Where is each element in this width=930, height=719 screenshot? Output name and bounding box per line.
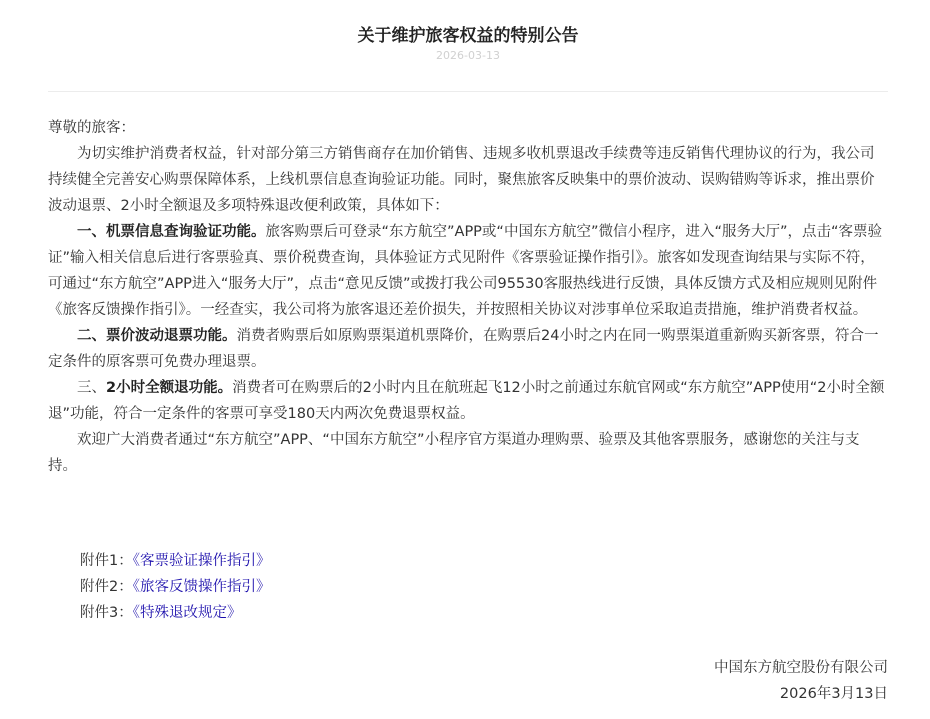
attachment-item — [80, 574, 270, 600]
attachment-link-ticket-verification-guide[interactable]: 《客票验证操作指引》 — [132, 553, 271, 569]
attachment-link-special-refund-rules[interactable]: 《特殊退改规定》 — [132, 605, 242, 621]
section-3-heading: 2小时全额退功能。 — [106, 380, 233, 396]
intro-paragraph: 为切实维护消费者权益，针对部分第三方销售商存在加价销售、违规多收机票退改手续费等违反销售代理协议的行为，我公司持续健全完善安心购票保障体系，上线机票信息查询验证功能。同时，聚焦旅客反映集中的票价波动、误购错购等诉求，推出票价波动退票、2小时全额退及多项特殊退改便利政策，具体如下： — [48, 146, 875, 214]
section-3-text: 消费者可在购票后的2小时内且在航班起飞12小时之前通过东航官网或“东方航空”APP使用“2小时全额退”功能，符合一定条件的客票可享受180天内两次免费退票权益。 — [48, 380, 885, 422]
section-2-text: 消费者购票后如原购票渠道机票降价，在购票后24小时之内在同一购票渠道重新购买新客票，符合一定条件的原客票可免费办理退票。 — [48, 328, 879, 370]
title-divider — [48, 91, 888, 92]
section-2-paragraph — [48, 323, 888, 375]
attachment-item — [80, 600, 270, 626]
attachment-label: 附件2： — [80, 579, 133, 595]
attachment-label: 附件1： — [80, 553, 133, 569]
closing-paragraph: 欢迎广大消费者通过“东方航空”APP、“中国东方航空”小程序官方渠道办理购票、验票及其他客票服务，感谢您的关注与支持。 — [48, 432, 860, 474]
publish-date: 2026-03-13 — [436, 49, 500, 62]
signature-company: 中国东方航空股份有限公司 — [714, 660, 888, 676]
attachments-list — [80, 548, 270, 626]
greeting: 尊敬的旅客： — [48, 120, 135, 136]
signature-block — [714, 655, 888, 707]
notice-body — [48, 115, 888, 479]
signature-date: 2026年3月13日 — [779, 686, 888, 702]
section-3-paragraph — [48, 375, 888, 427]
section-2-heading: 二、票价波动退票功能。 — [77, 328, 237, 344]
attachment-item — [80, 548, 270, 574]
section-3-heading-prefix: 三、 — [77, 380, 106, 396]
attachment-label: 附件3： — [80, 605, 133, 621]
section-1-text: 旅客购票后可登录“东方航空”APP或“中国东方航空”微信小程序，进入“服务大厅”，点击“客票验证”输入相关信息后进行客票验真、票价税费查询，具体验证方式见附件《客票验证操作指引》。旅客如发现查询结果与实际不符，可通过“东方航空”APP进入“服务大厅”，点击“意见反馈”或拨打我公司95530客服热线进行反馈，具体反馈方式及相应规则见附件《旅客反馈操作指引》。一经查实，我公司将为旅客退还差价损失，并按照相关协议对涉事单位采取追责措施，维护消费者权益。 — [48, 224, 882, 318]
page-title: 关于维护旅客权益的特别公告 — [357, 26, 579, 46]
attachment-link-passenger-feedback-guide[interactable]: 《旅客反馈操作指引》 — [132, 579, 271, 595]
section-1-heading: 一、机票信息查询验证功能。 — [77, 224, 266, 240]
section-1-paragraph — [48, 219, 888, 323]
